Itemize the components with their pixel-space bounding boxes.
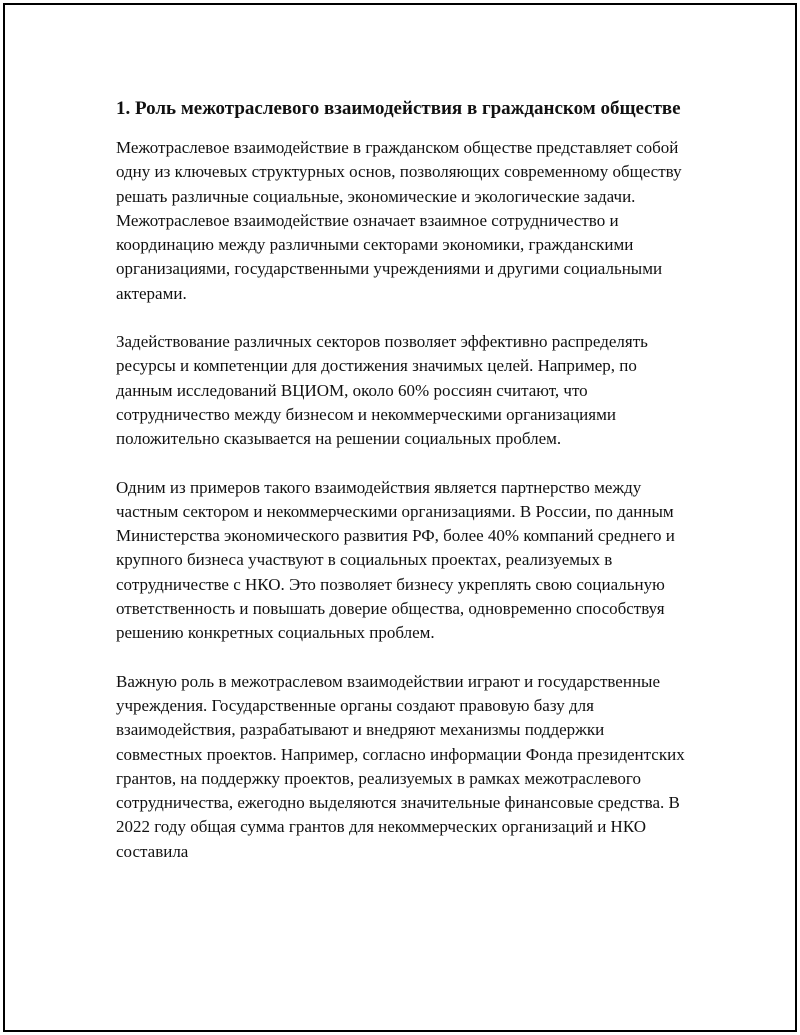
paragraph-1: Межотраслевое взаимодействие в гражданском обществе представляет собой одну из ключевых структурных основ, позволяющих современному обществу решать различные социальные, экономические и экологические задачи. Межотраслевое взаимодействие означает взаимное сотрудничество и координацию между различными секторами экономики, гражданскими организациями, государственными учреждениями и другими социальными актерами.: [116, 138, 682, 303]
section-heading: 1. Роль межотраслевого взаимодействия в гражданском обществе: [116, 98, 681, 119]
document-page: [116, 95, 691, 888]
paragraph-3: Одним из примеров такого взаимодействия является партнерство между частным сектором и некоммерческими организациями. В России, по данным Министерства экономического развития РФ, более 40% компаний среднего и крупного бизнеса участвуют в социальных проектах, реализуемых в сотрудничестве с НКО. Это позволяет бизнесу укреплять свою социальную ответственность и повышать доверие общества, одновременно способствуя решению конкретных социальных проблем.: [116, 477, 675, 643]
paragraph-4: Важную роль в межотраслевом взаимодействии играют и государственные учреждения. Государственные органы создают правовую базу для взаимодействия, разрабатывают и внедряют механизмы поддержки совместных проектов. Например, согласно информации Фонда президентских грантов, на поддержку проектов, реализуемых в рамках межотраслевого сотрудничества, ежегодно выделяются значительные финансовые средства. В 2022 году общая сумма грантов для некоммерческих организаций и НКО составила: [116, 671, 685, 861]
paragraph-2: Задействование различных секторов позволяет эффективно распределять ресурсы и компетенции для достижения значимых целей. Например, по данным исследований ВЦИОМ, около 60% россиян считают, что сотрудничество между бизнесом и некоммерческими организациями положительно сказывается на решении социальных проблем.: [116, 332, 648, 449]
